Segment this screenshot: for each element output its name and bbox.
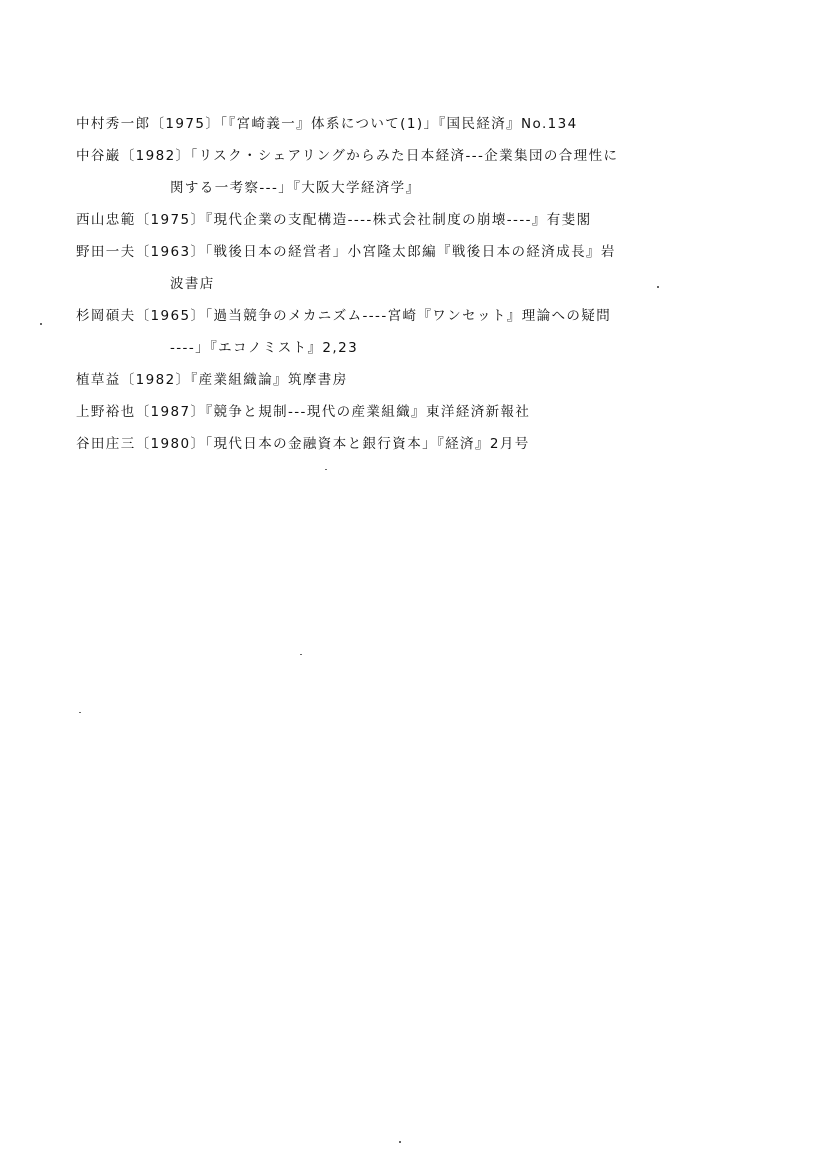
reference-line: 杉岡碩夫〔1965〕「過当競争のメカニズム----宮崎『ワンセット』理論への疑問	[76, 308, 612, 324]
scan-speck	[40, 323, 42, 325]
reference-line: 西山忠範〔1975〕『現代企業の支配構造----株式会社制度の崩壊----』有斐閣	[76, 212, 592, 228]
reference-continuation-line: 波書店	[170, 276, 215, 292]
scan-speck	[399, 1141, 401, 1143]
scan-speck	[657, 286, 659, 288]
reference-entry	[76, 114, 776, 146]
reference-entry	[76, 146, 776, 210]
reference-line: 中村秀一郎〔1975〕「『宮崎義一』体系について(1)」『国民経済』No.134	[76, 116, 578, 132]
reference-line: 上野裕也〔1987〕『競争と規制---現代の産業組織』東洋経済新報社	[76, 404, 531, 420]
scan-speck	[79, 712, 81, 713]
reference-entry	[76, 210, 776, 242]
reference-continuation-line: ----」『エコノミスト』2,23	[170, 340, 359, 356]
reference-entry	[76, 402, 776, 434]
reference-line: 谷田庄三〔1980〕「現代日本の金融資本と銀行資本」『経済』2月号	[76, 436, 530, 452]
reference-entry	[76, 242, 776, 306]
reference-entry	[76, 370, 776, 402]
reference-line: 植草益〔1982〕『産業組織論』筑摩書房	[76, 372, 348, 388]
reference-entry	[76, 306, 776, 370]
reference-list	[76, 114, 776, 466]
reference-entry	[76, 434, 776, 466]
scan-speck	[300, 654, 302, 655]
reference-continuation-line: 関する一考察---」『大阪大学経済学』	[170, 180, 421, 196]
reference-line: 野田一夫〔1963〕「戦後日本の経営者」小宮隆太郎編『戦後日本の経済成長』岩	[76, 244, 616, 260]
scan-speck	[325, 469, 327, 470]
reference-line: 中谷巌〔1982〕「リスク・シェアリングからみた日本経済---企業集団の合理性に	[76, 148, 619, 164]
